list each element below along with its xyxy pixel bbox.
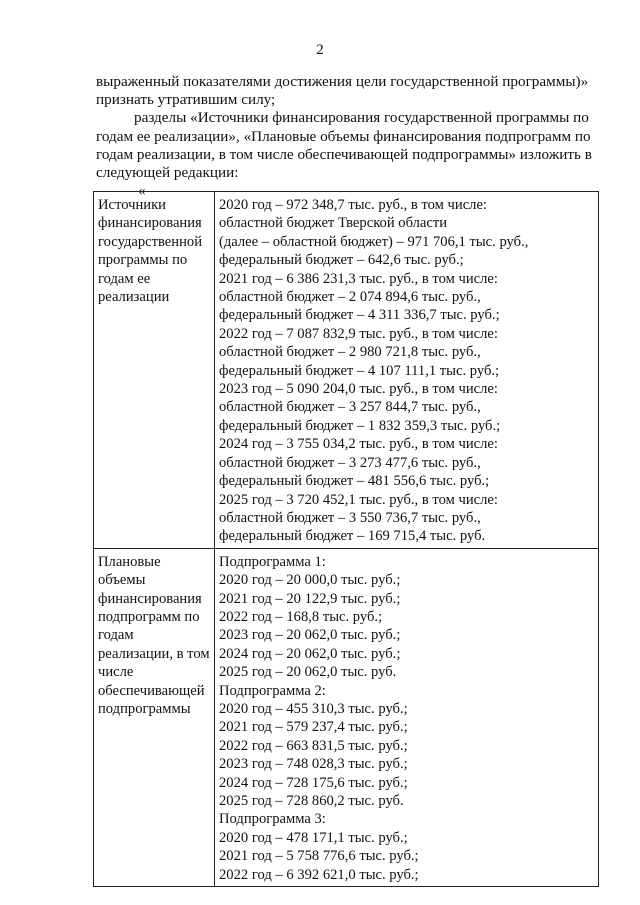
- table-cell-line: областной бюджет – 3 550 736,7 тыс. руб.,: [219, 509, 481, 526]
- table-cell-line: 2024 год – 3 755 034,2 тыс. руб., в том числе:: [219, 436, 498, 453]
- table-cell-line: 2024 год – 20 062,0 тыс. руб.;: [219, 645, 401, 662]
- intro-paragraph-2: разделы «Источники финансирования государственной программы по годам ее реализации», «Плановые объемы финансирования подпрограмм по годам реализации, в том числе обеспечивающей подпрограммы» изложить в следующей редакции:: [96, 109, 592, 182]
- table-cell-line: федеральный бюджет – 4 311 336,7 тыс. руб.;: [219, 307, 500, 324]
- opening-quote: «: [138, 182, 146, 200]
- intro-line-2: признать утратившим силу;: [96, 91, 276, 109]
- financing-table: [93, 191, 599, 887]
- table-cell-line: Подпрограмма 1:: [219, 553, 326, 570]
- table-cell-line: 2020 год – 455 310,3 тыс. руб.;: [219, 700, 408, 717]
- table-cell-line: 2021 год – 5 758 776,6 тыс. руб.;: [219, 848, 419, 865]
- row-label-funding-sources: Источники финансирования государственной программы по годам ее реализации: [94, 192, 215, 549]
- table-cell-line: областной бюджет – 2 074 894,6 тыс. руб.,: [219, 289, 481, 306]
- table-cell-line: федеральный бюджет – 1 832 359,3 тыс. руб.;: [219, 417, 501, 434]
- table-cell-line: 2023 год – 5 090 204,0 тыс. руб., в том числе:: [219, 381, 498, 398]
- table-cell-line: 2021 год – 20 122,9 тыс. руб.;: [219, 590, 401, 607]
- table-cell-line: 2022 год – 168,8 тыс. руб.;: [219, 608, 383, 625]
- intro-line-1: выраженный показателями достижения цели государственной программы)»: [96, 73, 589, 90]
- table-cell-line: 2023 год – 20 062,0 тыс. руб.;: [219, 627, 401, 644]
- table-cell-line: федеральный бюджет – 481 556,6 тыс. руб.;: [219, 473, 490, 490]
- table-cell-line: 2020 год – 478 171,1 тыс. руб.;: [219, 829, 408, 846]
- table-cell-line: федеральный бюджет – 169 715,4 тыс. руб.: [219, 528, 486, 545]
- table-cell-line: 2025 год – 20 062,0 тыс. руб.: [219, 664, 397, 681]
- table-cell-line: областной бюджет Тверской области: [219, 215, 448, 232]
- table-cell-line: 2025 год – 3 720 452,1 тыс. руб., в том числе:: [219, 491, 498, 508]
- table-cell-line: 2022 год – 663 831,5 тыс. руб.;: [219, 737, 408, 754]
- table-cell-line: 2023 год – 748 028,3 тыс. руб.;: [219, 756, 408, 773]
- table-cell-line: Подпрограмма 2:: [219, 682, 326, 699]
- row-content-funding-sources: [215, 192, 599, 549]
- table-cell-line: федеральный бюджет – 4 107 111,1 тыс. руб.;: [219, 362, 500, 379]
- table-cell-line: 2022 год – 7 087 832,9 тыс. руб., в том числе:: [219, 325, 498, 342]
- table-cell-line: 2025 год – 728 860,2 тыс. руб.: [219, 793, 404, 809]
- row-label-planned-volumes: Плановые объемы финансирования подпрограмм по годам реализации, в том числе обеспечивающей подпрограммы: [94, 548, 215, 886]
- table-cell-line: областной бюджет – 2 980 721,8 тыс. руб.,: [219, 344, 481, 361]
- intro-text: [96, 73, 596, 200]
- table-cell-line: 2020 год – 20 000,0 тыс. руб.;: [219, 572, 401, 589]
- table-cell-line: 2020 год – 972 348,7 тыс. руб., в том числе:: [219, 197, 487, 213]
- table-cell-line: 2022 год – 6 392 621,0 тыс. руб.;: [219, 866, 419, 883]
- table-cell-line: 2021 год – 579 237,4 тыс. руб.;: [219, 719, 408, 736]
- page-number: 2: [316, 42, 324, 58]
- table-cell-line: (далее – областной бюджет) – 971 706,1 тыс. руб.,: [219, 233, 529, 250]
- table-row: [94, 548, 599, 886]
- table-row: [94, 192, 599, 549]
- row-content-planned-volumes: [215, 548, 599, 886]
- table-cell-line: федеральный бюджет – 642,6 тыс. руб.;: [219, 252, 464, 269]
- table-cell-line: 2021 год – 6 386 231,3 тыс. руб., в том числе:: [219, 270, 498, 287]
- table-cell-line: 2024 год – 728 175,6 тыс. руб.;: [219, 774, 408, 791]
- table-cell-line: областной бюджет – 3 273 477,6 тыс. руб.,: [219, 454, 481, 471]
- table-cell-line: Подпрограмма 3:: [219, 811, 326, 828]
- table-cell-line: областной бюджет – 3 257 844,7 тыс. руб.,: [219, 399, 481, 416]
